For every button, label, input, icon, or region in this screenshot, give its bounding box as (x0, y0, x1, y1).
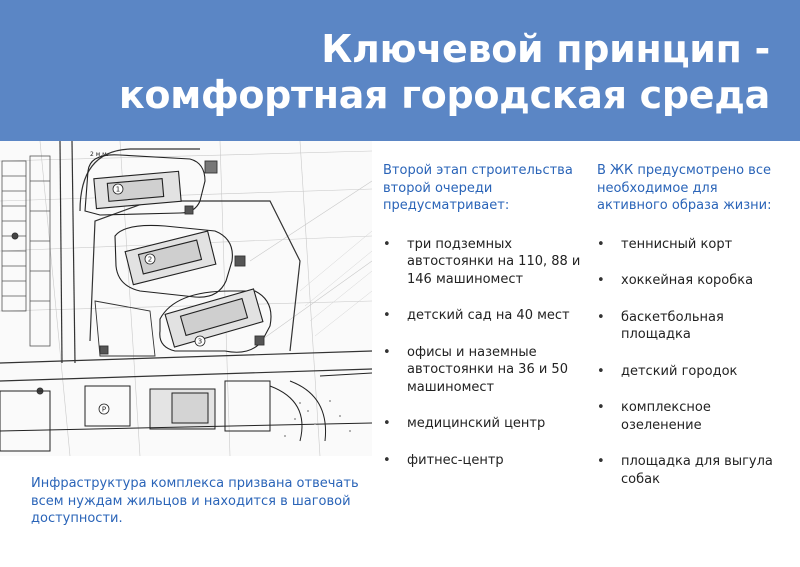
amenities-intro: В ЖК предусмотрено все необходимое для активного образа жизни: (597, 163, 772, 213)
plan-label-note: 2 м.м. (90, 151, 109, 158)
plan-label-parking: Р (101, 405, 107, 414)
infrastructure-note: Инфраструктура комплекса призвана отвечать всем нуждам жильцов и находится в шаговой доступности. (31, 476, 359, 527)
list-item: • детский городок (597, 363, 782, 381)
construction-column (383, 162, 588, 488)
header-banner (0, 0, 800, 141)
list-item: • детский сад на 40 мест (383, 307, 588, 325)
page-title-line-2: комфортная городская среда (118, 73, 770, 117)
list-item: • комплексное озеленение (597, 399, 782, 434)
site-plan-drawing (0, 141, 372, 456)
list-item: • три подземных автостоянки на 110, 88 и 146 машиномест (383, 236, 588, 289)
list-item: • хоккейная коробка (597, 272, 782, 290)
list-item: • площадка для выгула собак (597, 453, 782, 488)
construction-intro: Второй этап строительства второй очереди предусматривает: (383, 163, 573, 213)
list-item: • теннисный корт (597, 236, 782, 254)
plan-label-building-3: 3 (197, 337, 203, 346)
plan-label-building-2: 2 (147, 255, 153, 264)
page-title (119, 26, 770, 118)
list-item: • офисы и наземные автостоянки на 36 и 50 машиномест (383, 344, 588, 397)
page-title-line-1: Ключевой принцип - (321, 27, 770, 71)
amenities-list (597, 236, 782, 489)
list-item: • медицинский центр (383, 415, 588, 433)
amenities-column (597, 162, 782, 507)
construction-list (383, 236, 588, 470)
list-item: • баскетбольная площадка (597, 309, 782, 344)
plan-label-building-1: 1 (115, 185, 121, 194)
list-item: • фитнес-центр (383, 452, 588, 470)
